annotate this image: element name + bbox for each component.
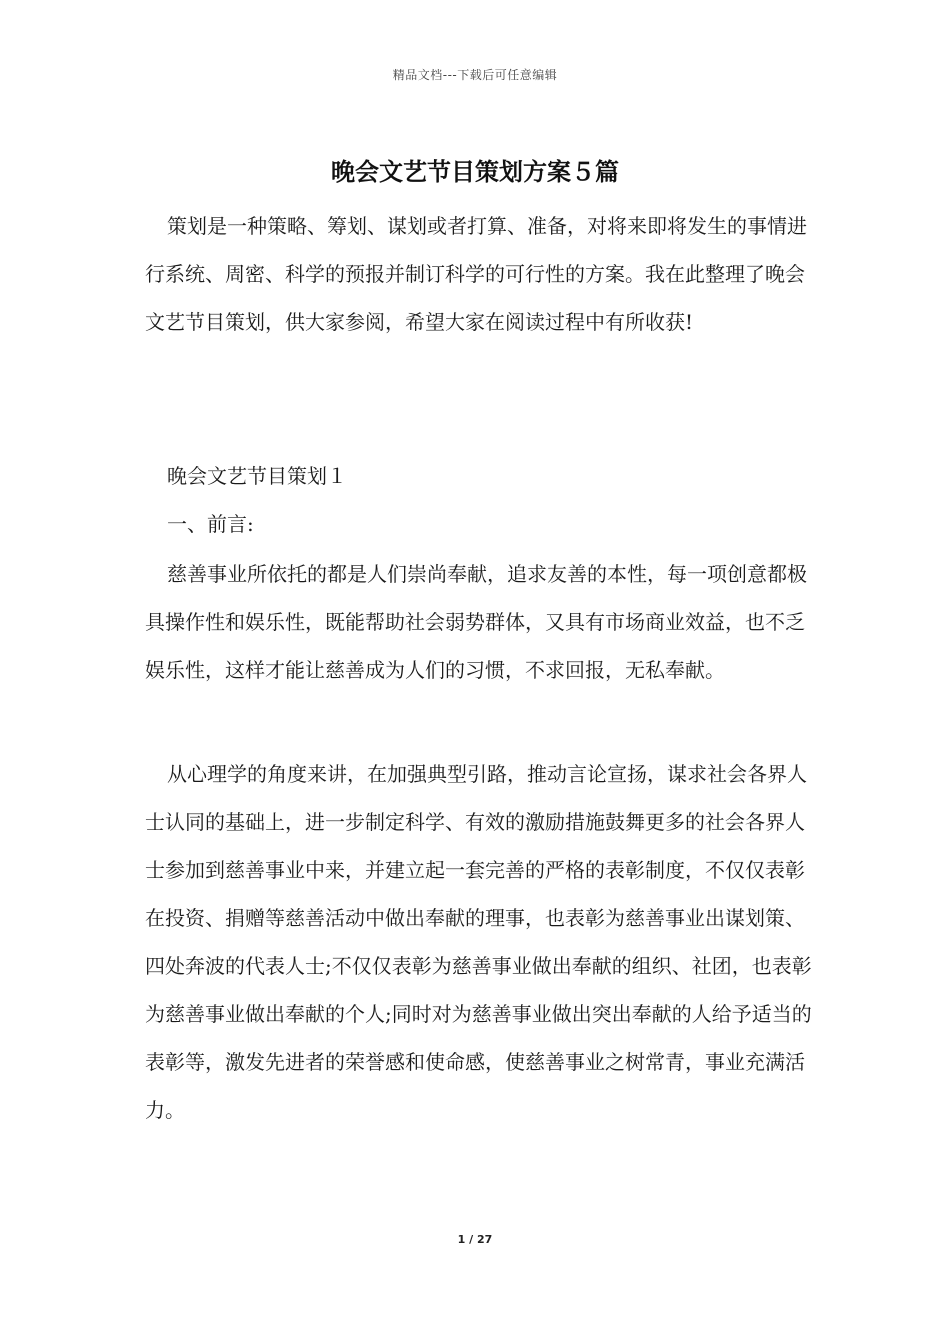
page-number: 1 / 27	[457, 1233, 493, 1246]
section-heading: 晚会文艺节目策划１	[167, 464, 347, 488]
intro-paragraph: 策划是一种策略、筹划、谋划或者打算、准备，对将来即将发生的事情进行系统、周密、科学的预报并制订科学的可行性的方案。我在此整理了晚会文艺节目策划，供大家参阅，希望大家在阅读过程中有所收获!	[145, 214, 807, 334]
document-title: 晚会文艺节目策划方案５篇	[331, 158, 619, 186]
body-paragraph: 慈善事业所依托的都是人们崇尚奉献，追求友善的本性，每一项创意都极具操作性和娱乐性，既能帮助社会弱势群体，又具有市场商业效益，也不乏娱乐性，这样才能让慈善成为人们的习惯，不求回报，无私奉献。	[145, 562, 807, 682]
body-paragraph: 从心理学的角度来讲，在加强典型引路，推动言论宣扬，谋求社会各界人士认同的基础上，进一步制定科学、有效的激励措施鼓舞更多的社会各界人士参加到慈善事业中来，并建立起一套完善的严格的表彰制度，不仅仅表彰在投资、捐赠等慈善活动中做出奉献的理事，也表彰为慈善事业出谋划策、四处奔波的代表人士;不仅仅表彰为慈善事业做出奉献的组织、社团，也表彰为慈善事业做出奉献的个人;同时对为慈善事业做出突出奉献的人给予适当的表彰等，激发先进者的荣誉感和使命感，使慈善事业之树常青，事业充满活力。	[145, 762, 812, 1122]
section-subheading: 一、前言:	[167, 512, 254, 536]
page-header-note: 精品文档---下载后可任意编辑	[392, 68, 558, 82]
